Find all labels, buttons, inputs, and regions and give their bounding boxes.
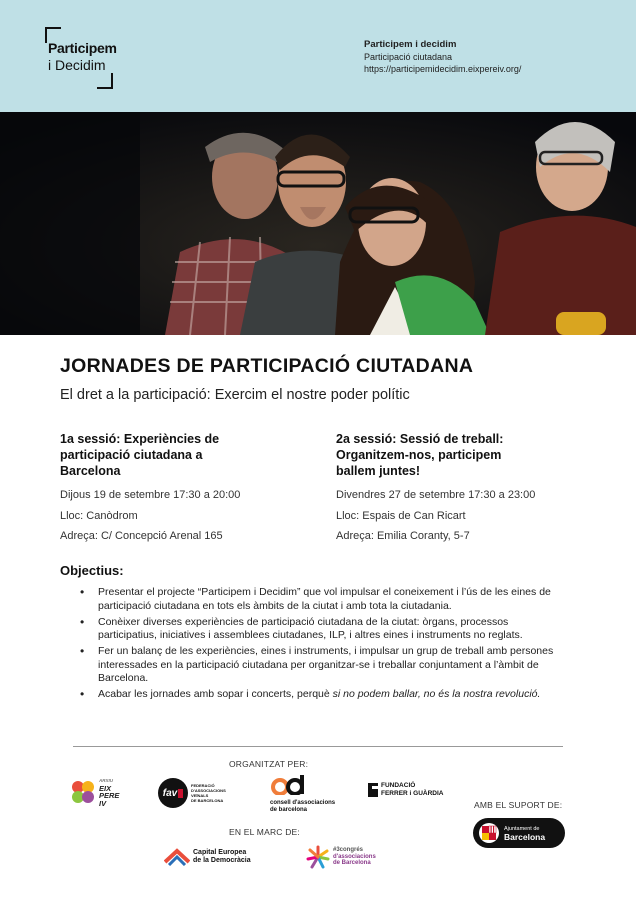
header-info-subtitle: Participació ciutadana: [364, 52, 453, 62]
page-title: JORNADES DE PARTICIPACIÓ CIUTADANA: [60, 355, 474, 377]
consell-text-2: de barcelona: [270, 806, 308, 813]
eixpere-line3: IV: [99, 798, 107, 808]
footer-divider: [73, 746, 563, 747]
session-1-heading-line1: 1a sessió: Experiències de: [60, 432, 220, 446]
header-info-title: Participem i decidim: [364, 39, 457, 50]
session-1-date: Dijous 19 de setembre 17:30 a 20:00: [60, 489, 241, 501]
congres-logo: [306, 845, 376, 869]
eixpere-logo: [70, 777, 119, 807]
eixpere-line2: PERE: [99, 791, 120, 800]
favb-text-3: VEÏNALS: [191, 793, 209, 798]
capital-text-2: de la Democràcia: [193, 857, 251, 864]
header-info: [364, 39, 521, 75]
session-1-heading-line3: Barcelona: [60, 464, 121, 478]
objective-item-4: [78, 688, 558, 702]
session-2-place: Lloc: Espais de Can Ricart: [336, 510, 466, 522]
page-subtitle: El dret a la participació: Exercim el nostre poder polític: [60, 387, 410, 403]
ferrer-mark-icon: [368, 783, 378, 797]
ferrer-text-1: FUNDACIÓ: [381, 782, 416, 789]
audience-photo: [0, 112, 636, 335]
organized-by-label: ORGANITZAT PER:: [229, 759, 309, 769]
congres-text-3: de Barcelona: [333, 860, 371, 867]
objective-item-1: • Presentar el projecte “Participem i Decidim” que vol impulsar el coneixement i l’ús de les eines de participació ciutadana en tots els àmbits de la ciutat i amb tota la ciutadania.: [78, 586, 558, 613]
support-label: AMB EL SUPORT DE:: [474, 800, 563, 810]
session-1-place: Lloc: Canòdrom: [60, 510, 138, 522]
objectives-title: Objectius:: [60, 563, 124, 578]
objective-item-3: • Fer un balanç de les experiències, eines i instruments, i impulsar un grup de treball amb persones interessades en la participació ciutadana per organitzar-se i treballar conjuntament a l’àmbit de Barcelona.: [78, 645, 558, 686]
objective-item-2: • Conèixer diverses experiències de participació ciutadana de la ciutat: òrgans, processos participatius, iniciatives i assemblees ciutadanes, ILP, i altres eines i instruments no reglats.: [78, 616, 558, 643]
capital-text-1: Capital Europea: [193, 849, 247, 856]
consell-cab-icon: [270, 775, 310, 795]
header-banner: [0, 0, 636, 112]
ajuntament-logo: [473, 818, 565, 848]
session-1: [60, 431, 290, 551]
session-2-heading-line1: 2a sessió: Sessió de treball:: [336, 432, 504, 446]
session-2-heading-line2: Organitzem-nos, participem: [336, 448, 502, 462]
framework-label: EN EL MARC DE:: [229, 827, 300, 837]
session-2-heading-line3: ballem juntes!: [336, 464, 421, 478]
capital-democracia-logo: [164, 848, 251, 866]
consell-text-1: consell d'associacions: [270, 800, 336, 806]
congres-text-1: #3congrés: [333, 847, 364, 854]
favb-logo: [158, 778, 226, 808]
eixpere-small: ARXIU: [99, 778, 114, 783]
session-2-date: Divendres 27 de setembre 17:30 a 23:00: [336, 489, 536, 501]
logo-line2: i Decidim: [48, 57, 106, 73]
objective-item-4-text: Acabar les jornades amb sopar i concerts, perquè: [98, 688, 333, 700]
ajuntament-text-2: Barcelona: [504, 832, 546, 842]
favb-text-2: D'ASSOCIACIONS: [191, 788, 226, 793]
consell-logo: [270, 775, 350, 813]
favb-mark: fav: [158, 778, 188, 808]
eixpere-flower-icon: [70, 779, 96, 805]
ajuntament-shield-icon: [478, 822, 500, 844]
congres-burst-icon: [306, 845, 330, 869]
session-2: [336, 431, 566, 551]
favb-text-4: DE BARCELONA: [191, 798, 224, 803]
logo-line1: Participem: [48, 40, 117, 56]
header-info-url[interactable]: https://participemidecidim.eixpereiv.org/: [364, 64, 522, 74]
capital-chevron-icon: [164, 848, 190, 866]
session-1-heading-line2: participació ciutadana a: [60, 448, 203, 462]
session-1-address: Adreça: C/ Concepció Arenal 165: [60, 530, 223, 542]
ajuntament-text-1: Ajuntament de: [504, 826, 540, 832]
favb-text-1: FEDERACIÓ: [191, 783, 215, 788]
objectives-list: [78, 586, 558, 704]
session-2-address: Adreça: Emilia Coranty, 5-7: [336, 530, 470, 542]
eixpere-line1: EIX: [99, 783, 112, 793]
ferrer-logo: [368, 782, 443, 797]
congres-text-2: d'associacions: [333, 853, 376, 860]
objective-item-4-italic: si no podem ballar, no és la nostra revolució.: [332, 688, 541, 700]
ferrer-text-2: FERRER i GUÀRDIA: [381, 789, 444, 797]
